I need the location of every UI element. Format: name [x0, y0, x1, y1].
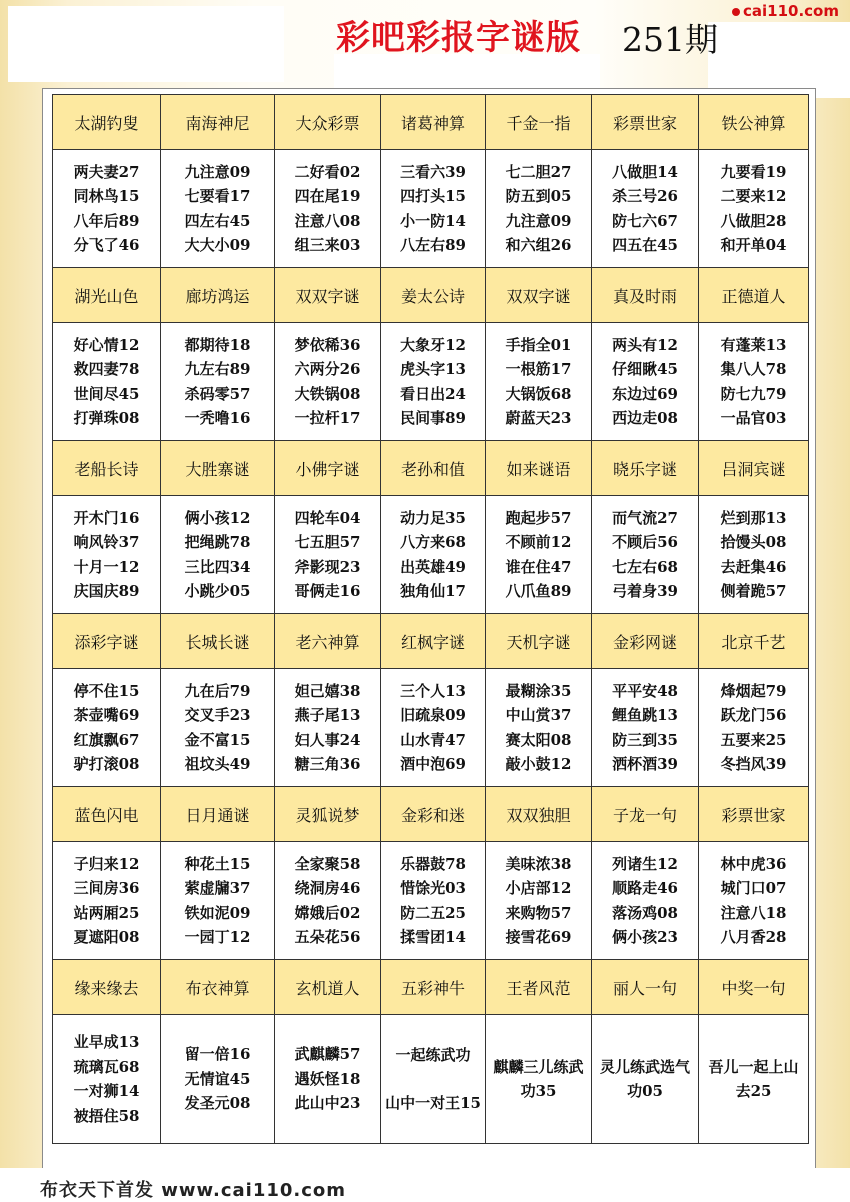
riddle-line: 大铁锅08: [294, 384, 361, 403]
riddle-line: 注意八18: [720, 903, 787, 922]
expert-name-cell: 诸葛神算: [381, 95, 486, 150]
riddle-line: 发圣元08: [184, 1094, 251, 1113]
riddle-line: 燕子尾13: [294, 706, 361, 724]
expert-name-cell: 日月通谜: [161, 787, 275, 842]
riddle-line: 七要看17: [184, 187, 251, 205]
riddle-cell: [161, 323, 275, 441]
riddle-line: 有蓬莱13: [720, 335, 787, 354]
riddle-line: 留一倍16: [184, 1045, 251, 1064]
riddle-line: 八做胆14: [612, 162, 678, 181]
riddle-cell: [53, 842, 161, 960]
expert-name-cell: 彩票世家: [592, 95, 699, 150]
riddle-cell: [699, 496, 809, 614]
expert-name-cell: 吕洞宾谜: [699, 441, 809, 496]
expert-name-cell: 大胜寨谜: [161, 441, 275, 496]
riddle-line: 不顾后56: [612, 533, 678, 551]
riddle-line: 业早成13: [73, 1033, 140, 1051]
riddle-line: 而气流27: [612, 508, 678, 527]
riddle-line: 萦虚牖37: [184, 879, 251, 897]
riddle-line: 妇人事24: [294, 730, 361, 749]
riddle-line: 蔚蓝天23: [505, 409, 572, 427]
riddle-cell: [161, 1015, 275, 1144]
riddle-line: 茶壶嘴69: [73, 706, 140, 724]
riddle-line: 落汤鸡08: [612, 903, 678, 922]
riddle-line: 乐器鼓78: [400, 854, 466, 873]
riddle-line: 三个人13: [400, 681, 466, 700]
riddle-line: 动力足35: [400, 508, 466, 527]
riddle-line: 响风铃37: [73, 533, 140, 551]
riddle-line: 民间事89: [400, 409, 466, 427]
expert-name-cell: 南海神尼: [161, 95, 275, 150]
riddle-line: 防七六67: [612, 211, 678, 230]
riddle-line: 把绳跳78: [184, 533, 251, 551]
riddle-line: 两夫妻27: [73, 162, 140, 181]
riddle-line: 铁如泥09: [184, 903, 251, 922]
riddle-line: 九注意09: [184, 162, 251, 181]
riddle-cell: [381, 496, 486, 614]
riddle-line: 接雪花69: [505, 928, 572, 946]
riddle-cell: [486, 842, 592, 960]
riddle-line: 八方来68: [400, 533, 466, 551]
issue-number: 251期: [622, 20, 718, 59]
expert-name-cell: 双双字谜: [275, 268, 381, 323]
expert-name-cell: 千金一指: [486, 95, 592, 150]
riddle-line: 揉雪团14: [400, 928, 466, 946]
riddle-cell: [161, 150, 275, 268]
riddle-cell: [275, 150, 381, 268]
riddle-line: 开木门16: [73, 508, 140, 527]
riddle-line: 仔细瞅45: [612, 360, 678, 378]
riddle-line: 救四妻78: [73, 360, 140, 378]
riddle-line: 分飞了46: [73, 236, 140, 254]
riddle-cell: [275, 496, 381, 614]
riddle-line: 城门口07: [720, 879, 787, 897]
site-logo[interactable]: [732, 2, 839, 20]
riddle-line: 弓着身39: [612, 582, 678, 600]
riddle-cell: [592, 150, 699, 268]
riddle-line: 大锅饭68: [505, 384, 572, 403]
riddle-line: 无情谊45: [184, 1069, 251, 1088]
riddle-line: 酒中泡69: [400, 755, 466, 773]
riddle-cell: [381, 323, 486, 441]
riddle-line: 跃龙门56: [720, 706, 787, 724]
riddle-line: 打弹珠08: [73, 409, 140, 427]
expert-name-cell: 王者风范: [486, 960, 592, 1015]
riddle-line: 庆国庆89: [73, 582, 140, 600]
expert-name-cell: 北京千艺: [699, 614, 809, 669]
riddle-line: 二好看02: [294, 162, 361, 181]
riddle-line: 全家聚58: [294, 854, 361, 873]
riddle-line: 列诸生12: [612, 854, 678, 873]
expert-name-cell: 如来谜语: [486, 441, 592, 496]
riddle-line: 种花土15: [184, 854, 251, 873]
riddle-line: 防七九79: [720, 384, 787, 403]
blank-panel-left: [8, 6, 284, 82]
riddle-line: 最糊涂35: [505, 681, 572, 700]
riddle-line: 八年后89: [73, 211, 140, 230]
expert-name-cell: 红枫字谜: [381, 614, 486, 669]
riddle-line: 小一防14: [400, 211, 466, 230]
expert-name-cell: 老六神算: [275, 614, 381, 669]
riddle-line: 不顾前12: [505, 533, 572, 551]
expert-name-cell: 天机字谜: [486, 614, 592, 669]
header-row: [53, 441, 809, 496]
riddle-line: 遇妖怪18: [294, 1069, 361, 1088]
expert-name-cell: 小佛字谜: [275, 441, 381, 496]
riddle-line: 四在尾19: [294, 187, 361, 205]
riddle-line: 独角仙17: [400, 582, 466, 600]
expert-name-cell: 老船长诗: [53, 441, 161, 496]
riddle-line: 看日出24: [400, 384, 466, 403]
expert-name-cell: 添彩字谜: [53, 614, 161, 669]
expert-name-cell: 廊坊鸿运: [161, 268, 275, 323]
riddle-line: 注意八08: [294, 211, 361, 230]
riddle-line: 八做胆28: [720, 211, 787, 230]
header-row: [53, 960, 809, 1015]
riddle-line: 九左右89: [184, 360, 251, 378]
riddle-cell: [699, 842, 809, 960]
riddle-cell: [699, 669, 809, 787]
riddle-line: 五朵花56: [294, 928, 361, 946]
riddle-cell: [592, 669, 699, 787]
riddle-line: 来购物57: [505, 903, 572, 922]
riddle-line: 八爪鱼89: [505, 582, 572, 600]
riddle-line: 子归来12: [73, 854, 140, 873]
riddle-line: 三间房36: [73, 879, 140, 897]
riddle-line: 赛太阳08: [505, 730, 572, 749]
riddle-cell: [381, 842, 486, 960]
riddle-line: 四五在45: [612, 236, 678, 254]
riddle-line: 平平安48: [612, 681, 678, 700]
riddle-line: 九要看19: [720, 162, 787, 181]
riddle-cell: [486, 150, 592, 268]
riddle-cell: [699, 150, 809, 268]
riddle-line: 八左右89: [400, 236, 466, 254]
riddle-line: 大象牙12: [400, 335, 466, 354]
riddle-line: 驴打滚08: [73, 755, 140, 773]
header-row: [53, 787, 809, 842]
expert-name-cell: 老孙和值: [381, 441, 486, 496]
riddle-line: 麒麟三儿练武功35: [493, 1057, 584, 1100]
riddle-line: 五要来25: [720, 730, 787, 749]
riddle-grid-body: [53, 95, 809, 1144]
expert-name-cell: 太湖钓叟: [53, 95, 161, 150]
riddle-line: 哥俩走16: [294, 582, 361, 600]
riddle-line: 和六组26: [505, 236, 572, 254]
riddle-line: 小跳少05: [184, 582, 251, 600]
expert-name-cell: 彩票世家: [699, 787, 809, 842]
riddle-cell: [53, 669, 161, 787]
riddle-line: 手指全01: [505, 335, 572, 354]
riddle-line: 一秃噜16: [184, 409, 251, 427]
riddle-line: 拾馒头08: [720, 533, 787, 551]
riddle-line: 去赶集46: [720, 557, 787, 576]
riddle-line: 站两厢25: [73, 903, 140, 922]
riddle-line: 七左右68: [612, 557, 678, 576]
riddle-line: 和开单04: [720, 236, 787, 254]
riddle-cell: [53, 150, 161, 268]
riddle-line: 杀三号26: [612, 187, 678, 205]
expert-name-cell: 灵狐说梦: [275, 787, 381, 842]
riddle-cell: [161, 842, 275, 960]
riddle-cell: [592, 1015, 699, 1144]
expert-name-cell: 湖光山色: [53, 268, 161, 323]
riddle-cell: [53, 323, 161, 441]
expert-name-cell: 真及时雨: [592, 268, 699, 323]
riddle-line: 一品官03: [720, 409, 787, 427]
riddle-line: 八月香28: [720, 928, 787, 946]
blank-panel-mid: [334, 54, 600, 88]
riddle-line: 防三到35: [612, 730, 678, 749]
riddle-line: 敲小鼓12: [505, 755, 572, 773]
riddle-line: 交叉手23: [184, 706, 251, 724]
riddle-line: 组三来03: [294, 236, 361, 254]
riddle-cell: [592, 842, 699, 960]
expert-name-cell: 缘来缘去: [53, 960, 161, 1015]
riddle-grid: [52, 94, 809, 1144]
riddle-line: 六两分26: [294, 360, 361, 378]
riddle-line: 一对狮14: [73, 1082, 140, 1100]
riddle-row: [53, 150, 809, 268]
riddle-cell: [699, 1015, 809, 1144]
page-title: 彩吧彩报字谜版: [336, 18, 581, 58]
riddle-line: 烽烟起79: [720, 681, 787, 700]
header-row: [53, 95, 809, 150]
riddle-line: 东边过69: [612, 384, 678, 403]
riddle-line: 灵儿练武选气功05: [599, 1057, 690, 1100]
riddle-line: 防二五25: [400, 903, 466, 922]
riddle-line: 惜馀光03: [400, 879, 466, 897]
riddle-line: 九在后79: [184, 681, 251, 700]
logo-dot-icon: [732, 8, 740, 16]
riddle-cell: [486, 1015, 592, 1144]
riddle-line: 杀码零57: [184, 384, 251, 403]
riddle-cell: [275, 669, 381, 787]
expert-name-cell: 玄机道人: [275, 960, 381, 1015]
riddle-line: 祖坟头49: [184, 755, 251, 773]
riddle-cell: [486, 496, 592, 614]
riddle-line: 一园丁12: [184, 928, 251, 946]
expert-name-cell: 大众彩票: [275, 95, 381, 150]
riddle-line: 一拉杆17: [294, 409, 361, 427]
riddle-line: 两头有12: [612, 335, 678, 354]
riddle-row: [53, 842, 809, 960]
expert-name-cell: 铁公神算: [699, 95, 809, 150]
riddle-line: 琉璃瓦68: [73, 1057, 140, 1076]
expert-name-cell: 双双字谜: [486, 268, 592, 323]
footer-source: 布衣天下首发 www.cai110.com: [40, 1180, 347, 1201]
riddle-line: 山中一对王15: [385, 1094, 481, 1112]
blank-panel-right: [708, 22, 850, 98]
riddle-cell: [53, 496, 161, 614]
expert-name-cell: 晓乐字谜: [592, 441, 699, 496]
riddle-cell: [53, 1015, 161, 1144]
riddle-line: 此山中23: [294, 1094, 361, 1113]
riddle-line: 冬挡风39: [720, 755, 787, 773]
riddle-line: 绕洞房46: [294, 879, 361, 897]
expert-name-cell: 中奖一句: [699, 960, 809, 1015]
riddle-line: 集八人78: [720, 360, 787, 378]
riddle-line: 顺路走46: [612, 879, 678, 897]
riddle-line: 妲己嬉38: [294, 681, 361, 700]
riddle-cell: [381, 150, 486, 268]
riddle-line: 四左右45: [184, 211, 251, 230]
riddle-line: 嫦娥后02: [294, 903, 361, 922]
riddle-cell: [275, 1015, 381, 1144]
header-row: [53, 268, 809, 323]
riddle-row: [53, 1015, 809, 1144]
riddle-line: 吾儿一起上山去25: [708, 1057, 799, 1100]
riddle-line: 虎头字13: [400, 360, 466, 378]
riddle-line: 停不住15: [73, 681, 140, 700]
riddle-cell: [592, 496, 699, 614]
riddle-line: 同林鸟15: [73, 187, 140, 205]
riddle-line: 好心情12: [73, 335, 140, 354]
riddle-line: 九注意09: [505, 211, 572, 230]
riddle-line: 美味浓38: [505, 854, 572, 873]
riddle-line: 斧影现23: [294, 557, 361, 576]
riddle-line: 十月一12: [73, 557, 140, 576]
riddle-line: 谁在住47: [505, 557, 572, 576]
expert-name-cell: 五彩神牛: [381, 960, 486, 1015]
riddle-line: 梦依稀36: [294, 335, 361, 354]
riddle-row: [53, 669, 809, 787]
riddle-cell: [699, 323, 809, 441]
line-spacer: [381, 1067, 485, 1091]
riddle-cell: [161, 496, 275, 614]
expert-name-cell: 蓝色闪电: [53, 787, 161, 842]
riddle-line: 鲤鱼跳13: [612, 706, 678, 724]
riddle-line: 七五胆57: [294, 533, 361, 551]
riddle-line: 世间尽45: [73, 384, 140, 403]
expert-name-cell: 双双独胆: [486, 787, 592, 842]
riddle-cell: [275, 842, 381, 960]
riddle-line: 四轮车04: [294, 508, 361, 527]
riddle-line: 二要来12: [720, 187, 787, 205]
riddle-line: 旧疏泉09: [400, 706, 466, 724]
riddle-cell: [161, 669, 275, 787]
header-row: [53, 614, 809, 669]
expert-name-cell: 布衣神算: [161, 960, 275, 1015]
riddle-line: 烂到那13: [720, 508, 787, 527]
expert-name-cell: 长城长谜: [161, 614, 275, 669]
riddle-line: 俩小孩23: [612, 928, 678, 946]
expert-name-cell: 子龙一句: [592, 787, 699, 842]
riddle-cell: [381, 1015, 486, 1144]
riddle-line: 被捂住58: [73, 1106, 140, 1125]
riddle-line: 三比四34: [184, 557, 251, 576]
riddle-line: 侧着跪57: [720, 582, 787, 600]
riddle-line: 夏遮阳08: [73, 928, 140, 946]
riddle-line: 红旗飘67: [73, 730, 140, 749]
riddle-row: [53, 496, 809, 614]
riddle-line: 都期待18: [184, 335, 251, 354]
riddle-line: 三看六39: [400, 162, 466, 181]
expert-name-cell: 姜太公诗: [381, 268, 486, 323]
riddle-cell: [592, 323, 699, 441]
riddle-line: 西边走08: [612, 409, 678, 427]
riddle-line: 跑起步57: [505, 508, 572, 527]
riddle-line: 一起练武功: [395, 1045, 471, 1064]
expert-name-cell: 金彩和迷: [381, 787, 486, 842]
riddle-line: 大大小09: [184, 236, 251, 254]
riddle-line: 武麒麟57: [294, 1045, 361, 1064]
riddle-line: 一根筋17: [505, 360, 572, 378]
riddle-line: 洒杯酒39: [612, 755, 678, 773]
riddle-cell: [275, 323, 381, 441]
riddle-line: 金不富15: [184, 730, 251, 749]
expert-name-cell: 丽人一句: [592, 960, 699, 1015]
riddle-line: 四打头15: [400, 187, 466, 205]
riddle-line: 林中虎36: [720, 854, 787, 873]
riddle-line: 小店部12: [505, 879, 572, 897]
riddle-line: 俩小孩12: [184, 508, 251, 527]
riddle-line: 出英雄49: [400, 557, 466, 576]
expert-name-cell: 金彩网谜: [592, 614, 699, 669]
riddle-line: 山水青47: [400, 730, 466, 749]
riddle-cell: [486, 323, 592, 441]
site-logo-text: cai110.com: [743, 2, 839, 20]
riddle-line: 中山赏37: [505, 706, 572, 724]
riddle-row: [53, 323, 809, 441]
riddle-cell: [381, 669, 486, 787]
riddle-cell: [486, 669, 592, 787]
riddle-line: 防五到05: [505, 187, 572, 205]
riddle-line: 糖三角36: [294, 755, 361, 773]
expert-name-cell: 正德道人: [699, 268, 809, 323]
riddle-line: 七二胆27: [505, 162, 572, 181]
